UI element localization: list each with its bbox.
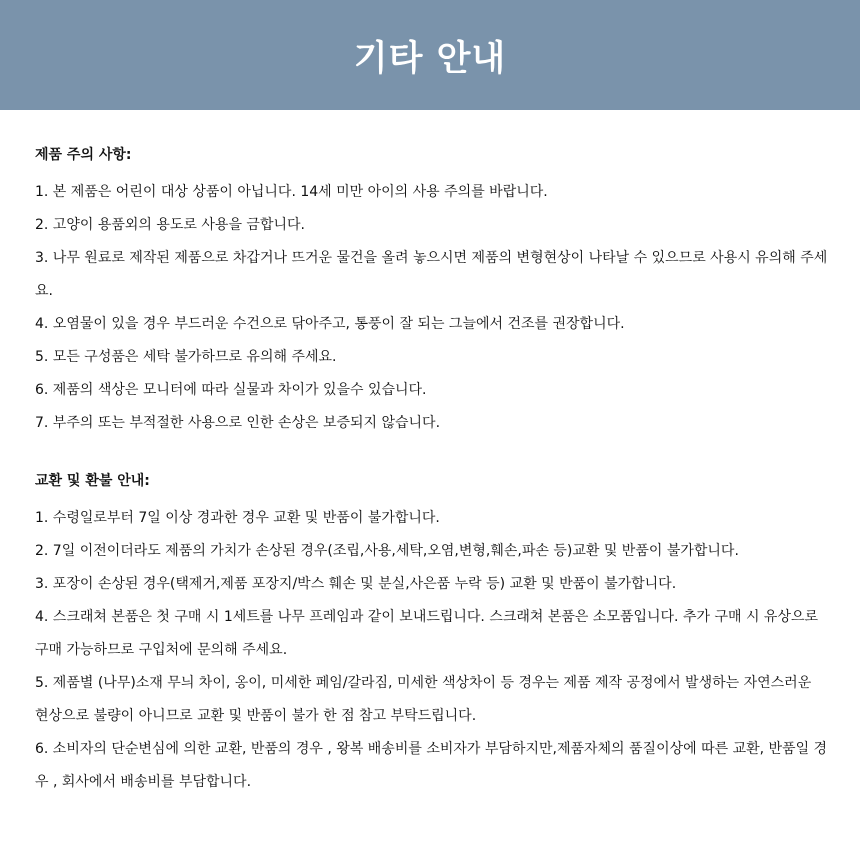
list-item: 5. 모든 구성품은 세탁 불가하므로 유의해 주세요. [35, 349, 337, 365]
section-title-exchange-refund: 교환 및 환불 안내: [35, 473, 150, 489]
list-item: 5. 제품별 (나무)소재 무늬 차이, 옹이, 미세한 페임/갈라짐, 미세한 색상차이 등 경우는 제품 제작 공정에서 발생하는 자연스러운 현상으로 불량이 아니므로 교환 및 반품이 불가 한 점 참고 부탁드립니다. [35, 675, 812, 724]
list-item: 6. 소비자의 단순변심에 의한 교환, 반품의 경우 , 왕복 배송비를 소비자가 부담하지만,제품자체의 품질이상에 따른 교환, 반품일 경우 , 회사에서 배송비를 부담합니다. [35, 741, 828, 790]
section-spacer [35, 440, 828, 471]
page-title: 기타 안내 [353, 39, 507, 79]
list-item: 1. 본 제품은 어린이 대상 상품이 아닙니다. 14세 미만 아이의 사용 주의를 바랍니다. [35, 184, 548, 200]
main-content [0, 110, 860, 799]
page-header [0, 0, 860, 110]
list-item: 6. 제품의 색상은 모니터에 따라 실물과 차이가 있을수 있습니다. [35, 382, 427, 398]
exchange-refund-list [35, 502, 828, 799]
list-item: 2. 고양이 용품외의 용도로 사용을 금합니다. [35, 217, 305, 233]
list-item: 3. 포장이 손상된 경우(택제거,제품 포장지/박스 훼손 및 분실,사은품 누락 등) 교환 및 반품이 불가합니다. [35, 576, 677, 592]
list-item: 3. 나무 원료로 제작된 제품으로 차갑거나 뜨거운 물건을 올려 놓으시면 제품의 변형현상이 나타날 수 있으므로 사용시 유의해 주세요. [35, 250, 828, 299]
list-item: 4. 오염물이 있을 경우 부드러운 수건으로 닦아주고, 통풍이 잘 되는 그늘에서 건조를 권장합니다. [35, 316, 625, 332]
list-item: 4. 스크래쳐 본품은 첫 구매 시 1세트를 나무 프레임과 같이 보내드립니다. 스크래쳐 본품은 소모품입니다. 추가 구매 시 유상으로 구매 가능하므로 구입처에 문의해 주세요. [35, 609, 819, 658]
list-item: 7. 부주의 또는 부적절한 사용으로 인한 손상은 보증되지 않습니다. [35, 415, 441, 431]
list-item: 2. 7일 이전이더라도 제품의 가치가 손상된 경우(조립,사용,세탁,오염,변형,훼손,파손 등)교환 및 반품이 불가합니다. [35, 543, 739, 559]
list-item: 1. 수령일로부터 7일 이상 경과한 경우 교환 및 반품이 불가합니다. [35, 510, 440, 526]
exchange-refund-section [35, 471, 828, 799]
section-title-product-caution: 제품 주의 사항: [35, 147, 132, 163]
product-caution-list [35, 176, 828, 440]
product-caution-section [35, 145, 828, 440]
